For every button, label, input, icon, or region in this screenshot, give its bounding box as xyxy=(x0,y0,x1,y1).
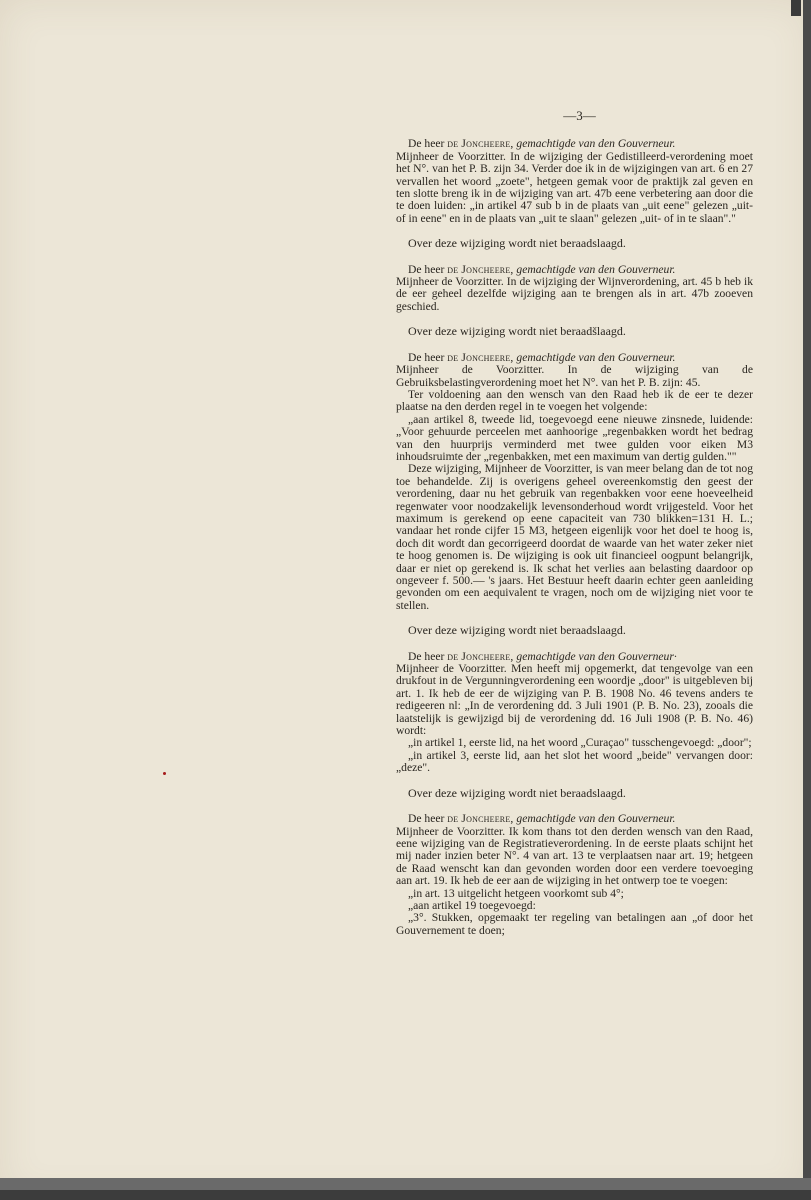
speaker-name: de Joncheere, xyxy=(447,649,514,663)
speech-block xyxy=(396,352,753,613)
speech-opening-paragraph xyxy=(396,651,753,738)
speech-block xyxy=(396,138,753,225)
speech-paragraph: „aan artikel 19 toegevoegd: xyxy=(408,898,536,912)
speech-paragraph: „aan artikel 8, tweede lid, toegevoegd eene nieuwe zinsnede, luidende: „Voor gehuurde perceelen met aanhoorige „regenbakken wordt het bedrag van den huurprijs verminderd met twee gulden voor eiken M3 inhoudsruimte der „regenbakken, met een maximum van dertig gulden."" xyxy=(396,412,753,463)
speech-paragraph: „in artikel 1, eerste lid, na het woord „Curaçao" tusschengevoegd: „door"; xyxy=(408,736,752,750)
red-ink-dot xyxy=(163,772,166,775)
speaker-prefix: De heer xyxy=(408,137,448,151)
speech-blocks xyxy=(396,138,753,937)
speaker-role: gemachtigde van den Gouverneur· xyxy=(513,649,677,663)
speaker-name: de Joncheere, xyxy=(447,350,514,364)
speaker-prefix: De heer xyxy=(408,350,448,364)
deliberation-note: Over deze wijziging wordt niet beraadslaagd. xyxy=(408,236,626,251)
paragraph-text: Mijnheer de Voorzitter. Men heeft mij opgemerkt, dat tengevolge van een drukfout in de Vergunningverordening een woordje „door" is uitgebleven bij art. 1. Ik heb de eer de wijziging van P. B. 1908 No. 46 tevens anders te redigeeren nl: „In de verordening dd. 3 Juli 1901 (P. B. No. 23), zooals die laatstelijk is gewijzigd bij de verordening dd. 16 Juli 1908 (P. B. No. 46) wordt: xyxy=(396,662,753,738)
speaker-role: gemachtigde van den Gouverneur. xyxy=(513,262,676,276)
speech-paragraph: Deze wijziging, Mijnheer de Voorzitter, is van meer belang dan de tot nog toe behandelde. Zij is overigens geheel overeenkomstig den geest der verordening, daar nu het gebruik van regenbakken voor eene hoeveelheid regenwater voor noodzakelijk levensonderhoud wordt vrijgesteld. Voor het maximum is gerekend op eene capaciteit van 730 blikken=131 H. L.; vandaar het ronde cijfer 15 M3, hetgeen eigenlijk voor het doel te hoog is, doch dit wordt dan gecorrigeerd doordat de waarde van het water zeker niet te hoog genomen is. De wijziging is ook uit financieel oogpunt belangrijk, daar er niet op gerekend is. Ik schat het verlies aan belasting daardoor op ongeveer f. 500.— 's jaars. Het Bestuur heeft daarin echter geen aanleiding gevonden om een aequivalent te vragen, noch om de wijziging niet voor te stellen. xyxy=(396,462,753,612)
speech-block xyxy=(396,264,753,314)
speech-opening-paragraph xyxy=(396,352,753,389)
paragraph-text: Mijnheer de Voorzitter. In de wijziging der Gedistilleerd-verordening moet het N°. van het P. B. zijn 34. Verder doe ik in de wijzigingen van art. 6 en 27 vervallen het woord „zoete", hetgeen gemak voor de praktijk zal geven en ten slotte breng ik in de wijziging van art. 47b eene verbetering aan door die te doen luiden: „in artikel 47 sub b in de plaats van „uit eene" gelezen „uit- of in eene" en in de plaats van „uit te slaan" gelezen „uit- of in te slaan"." xyxy=(396,149,753,225)
scan-edge-mark xyxy=(791,0,801,16)
speaker-prefix: De heer xyxy=(408,262,448,276)
speech-opening-paragraph xyxy=(396,813,753,887)
scan-edge-right xyxy=(803,0,811,1200)
speaker-name: de Joncheere, xyxy=(447,812,514,826)
speech-opening-paragraph xyxy=(396,264,753,314)
deliberation-note: Over deze wijziging wordt niet beraadslaagd. xyxy=(408,785,626,800)
speaker-role: gemachtigde van den Gouverneur. xyxy=(513,350,676,364)
paragraph-text: Mijnheer de Voorzitter. In de wijziging der Wijnverordening, art. 45 b heb ik de eer geheel dezelfde wijziging aan te brengen als in art. 47b zooeven geschied. xyxy=(396,275,753,313)
deliberation-note: Over deze wijziging wordt niet beraadšlaagd. xyxy=(408,324,626,339)
speaker-role: gemachtigde van den Gouverneur. xyxy=(513,137,676,151)
paragraph-text: Mijnheer de Voorzitter. In de wijziging van de Gebruiksbelastingverordening moet het N°. van het P. B. zijn: 45. xyxy=(396,363,753,389)
speaker-name: de Joncheere, xyxy=(447,137,514,151)
speech-paragraph: Ter voldoening aan den wensch van den Raad heb ik de eer te dezer plaatse na den derden regel in te voegen het volgende: xyxy=(396,387,753,414)
paragraph-text: Mijnheer de Voorzitter. Ik kom thans tot den derden wensch van den Raad, eene wijziging van de Registratieverordening. In de eerste plaats schijnt het mij nader inzien beter N°. 4 van art. 13 te verplaatsen naar art. 19; hetgeen de Raad wenscht kan dan gevonden worden door een verdere toevoeging aan art. 19. Ik heb de eer aan de wijziging in het ontwerp toe te voegen: xyxy=(396,824,753,888)
speaker-prefix: De heer xyxy=(408,649,448,663)
page-number: —3— xyxy=(563,108,596,123)
speech-block xyxy=(396,651,753,775)
speaker-role: gemachtigde van den Gouverneur. xyxy=(513,812,676,826)
text-column xyxy=(396,110,753,949)
speech-block xyxy=(396,813,753,937)
speaker-name: de Joncheere, xyxy=(447,262,514,276)
speech-opening-paragraph xyxy=(396,138,753,225)
scan-edge-bottom xyxy=(0,1178,811,1200)
speech-paragraph: „in art. 13 uitgelicht hetgeen voorkomt sub 4°; xyxy=(408,886,624,900)
speaker-prefix: De heer xyxy=(408,812,448,826)
speech-paragraph: „in artikel 3, eerste lid, aan het slot het woord „beide" vervangen door: „deze". xyxy=(396,748,753,775)
speech-paragraph: „3°. Stukken, opgemaakt ter regeling van betalingen aan „of door het Gouvernement te doen; xyxy=(396,911,753,937)
deliberation-note: Over deze wijziging wordt niet beraadslaagd. xyxy=(408,623,626,638)
